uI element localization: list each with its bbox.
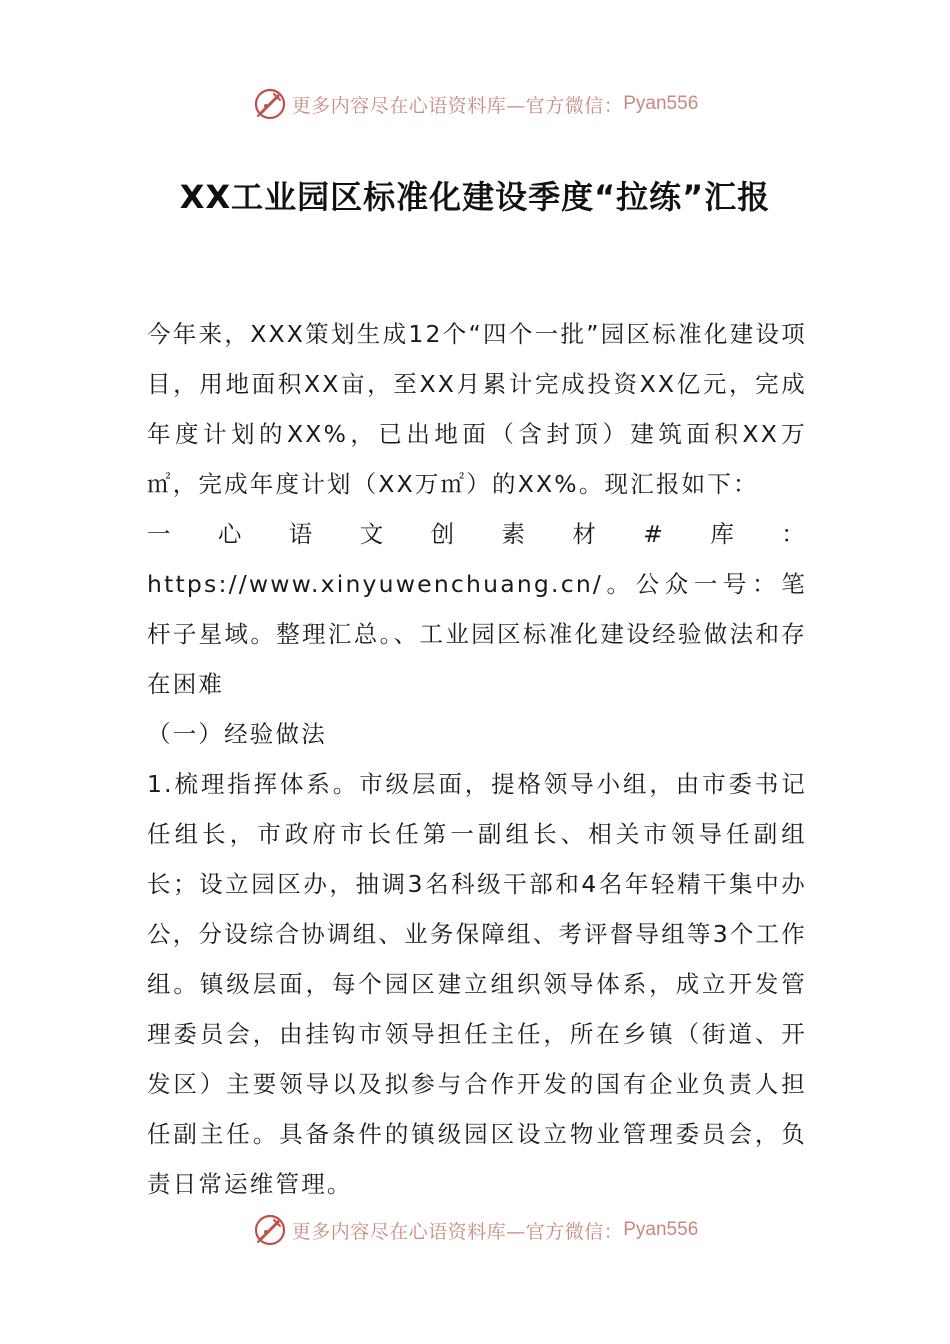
paragraph-command-system: 1.梳理指挥体系。市级层面，提格领导小组，由市委书记任组长，市政府市长任第一副组长、相关市领导任副组长；设立园区办，抽调3名科级干部和4名年轻精干集中办公，分设综合协调组、业务保障组、考评督导组等3个工作组。镇级层面，每个园区建立组织领导体系，成立开发管理委员会，由挂钩市领导担任主任，所在乡镇（街道、开发区）主要领导以及拟参与合作开发的国有企业负责人担任副主任。具备条件的镇级园区设立物业管理委员会，负责日常运维管理。 xyxy=(147,770,807,1198)
document-body xyxy=(147,309,807,1209)
watermark-wechat-id: Pyan556 xyxy=(623,1219,699,1240)
watermark-text: 更多内容尽在心语资料库—官方微信： xyxy=(291,1220,624,1243)
paragraph-intro: 今年来，XXX策划生成12个“四个一批”园区标准化建设项目，用地面积XX亩，至XX月累计完成投资XX亿元，完成年度计划的XX%，已出地面（含封顶）建筑面积XX万㎡，完成年度计划（XX万㎡）的XX%。现汇报如下： xyxy=(147,320,807,498)
watermark-text: 更多内容尽在心语资料库—官方微信： xyxy=(291,94,624,117)
paragraph-source-note: 一心语文创素材#库：https://www.xinyuwenchuang.cn/。公众一号：笔杆子星域。整理汇总。、工业园区标准化建设经验做法和存在困难 xyxy=(147,520,807,698)
pen-logo-icon xyxy=(252,86,288,122)
section-heading-experience: （一）经验做法 xyxy=(147,720,327,748)
document-title: XX工业园区标准化建设季度“拉练”汇报 xyxy=(179,178,771,216)
watermark-wechat-id: Pyan556 xyxy=(623,93,699,114)
watermark-footer xyxy=(0,1210,950,1250)
watermark-header xyxy=(0,84,950,124)
pen-logo-icon xyxy=(252,1212,288,1248)
